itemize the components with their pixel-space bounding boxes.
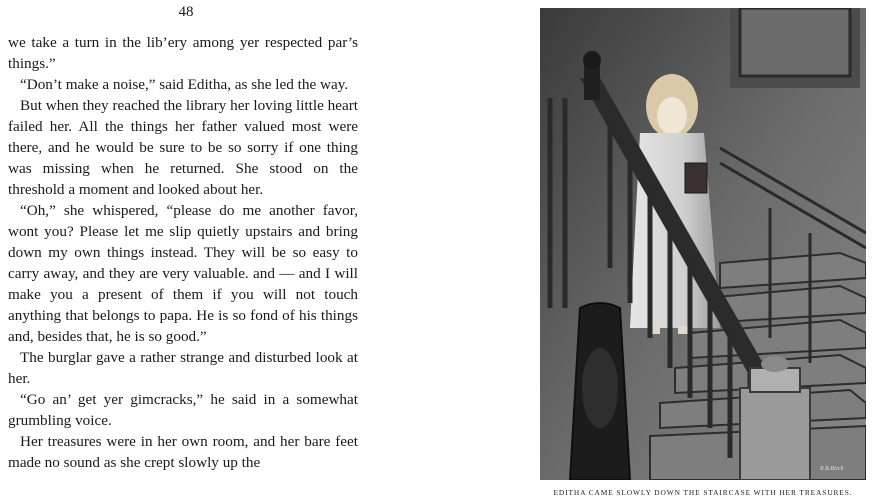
paragraph: “Don’t make a noise,” said Editha, as she led the way. <box>20 76 349 93</box>
right-page <box>540 8 866 498</box>
illustration-caption: EDITHA CAME SLOWLY DOWN THE STAIRCASE WITH HER TREASURES. <box>553 488 853 497</box>
staircase-illustration <box>540 8 866 480</box>
engraving-drawing <box>540 8 866 480</box>
paragraph: But when they reached the library her loving little heart failed her. All the things her father valued most were there, and he would be sure to be so sorry if one thing was missing when he returned. She stood on the threshold a moment and looked about her. <box>8 97 358 198</box>
paragraph: The burglar gave a rather strange and disturbed look at her. <box>8 349 358 387</box>
carved-chair <box>570 303 630 480</box>
paragraph: Her treasures were in her own room, and her bare feet made no sound as she crept slowly up the <box>8 433 358 471</box>
story-text <box>8 32 358 473</box>
newel-post <box>740 356 810 480</box>
page-number: 48 <box>178 4 194 20</box>
paragraph: we take a turn in the lib’ery among yer respected par’s things.” <box>8 34 358 72</box>
left-page <box>0 0 380 503</box>
picture-frame <box>730 8 860 88</box>
paragraph: “Go an’ get yer gimcracks,” he said in a somewhat grumbling voice. <box>8 391 358 429</box>
paragraph: “Oh,” she whispered, “please do me another favor, wont you? Please let me slip quietly upstairs and bring down my own things instead. They will be so easy to carry away, and they are very valuable. and — and I will make you a present of them if you will not touch anything that belongs to papa. He is so fond of his things and, besides that, he is so good.” <box>8 202 358 345</box>
artist-signature: R.B.Birch <box>820 466 844 472</box>
